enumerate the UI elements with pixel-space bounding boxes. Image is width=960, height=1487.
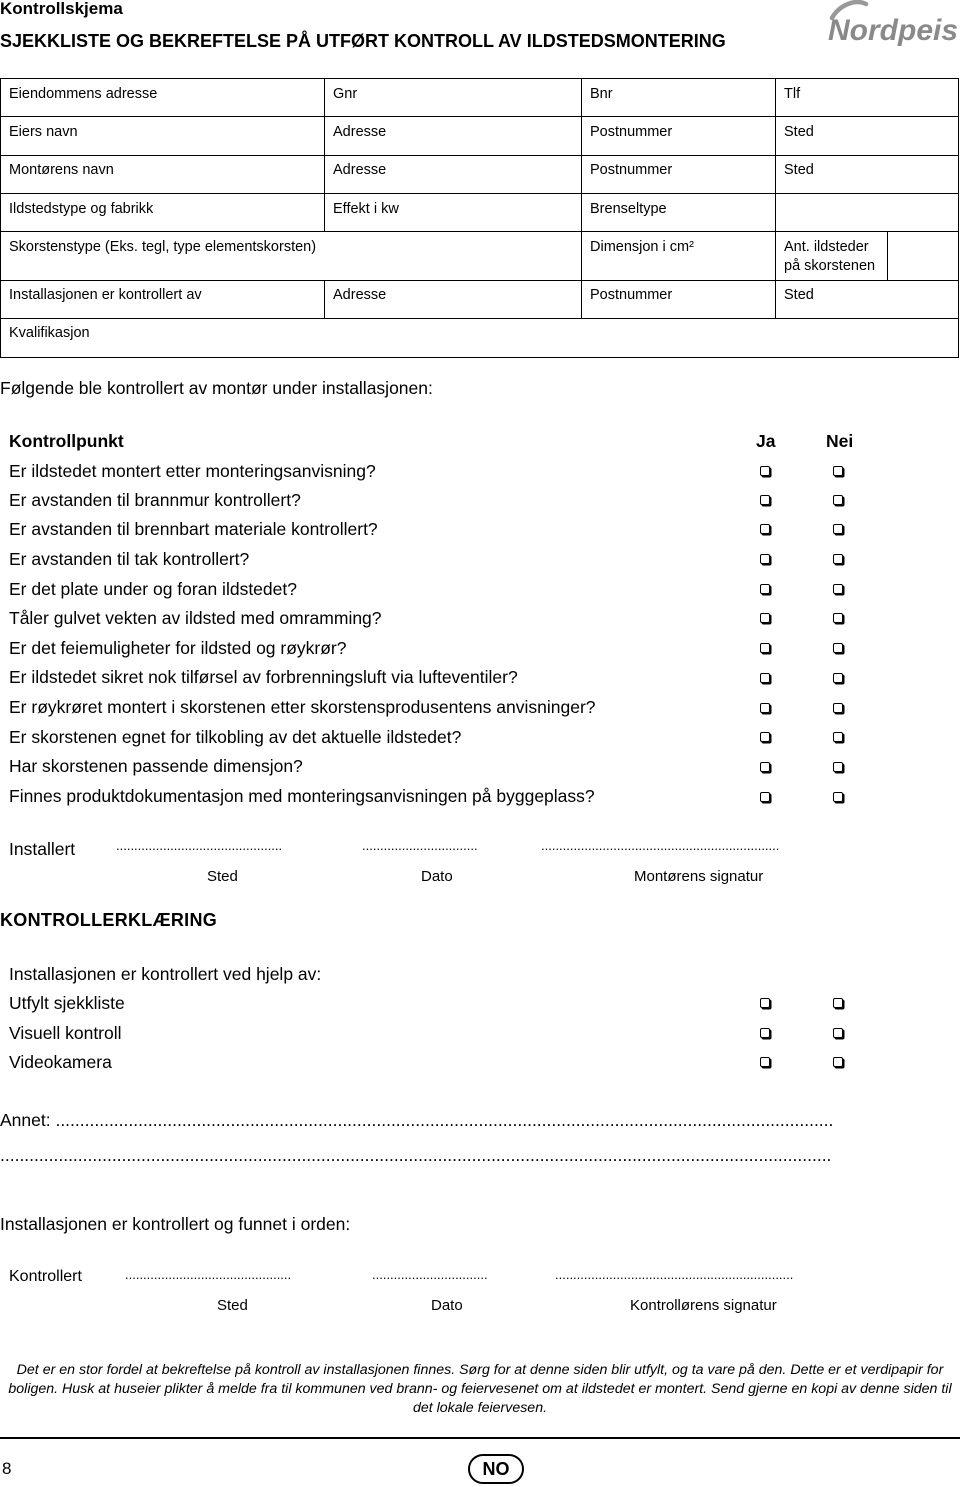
method-checkbox[interactable] [760, 998, 770, 1008]
yes-checkbox[interactable] [760, 643, 770, 653]
dimension-label: Dimensjon i cm² [590, 239, 694, 255]
checklist-intro: Følgende ble kontrollert av montør under installasjonen: [0, 378, 433, 398]
yes-checkbox[interactable] [760, 554, 770, 564]
controlled-date-field[interactable]: ................................ [372, 1267, 488, 1282]
controlled-date-caption: Dato [431, 1297, 463, 1314]
controlled-label: Kontrollert [9, 1268, 82, 1285]
checklist-item: Er avstanden til brennbart materiale kontrollert? [9, 519, 378, 539]
no-checkbox[interactable] [833, 732, 843, 742]
inspector-postcode-label: Postnummer [590, 287, 673, 303]
installer-name-label: Montørens navn [9, 162, 114, 178]
yes-checkbox[interactable] [760, 495, 770, 505]
method-checkbox[interactable] [833, 1028, 843, 1038]
inspected-by-label: Installasjonen er kontrollert av [9, 287, 202, 303]
owner-place-label: Sted [784, 124, 814, 140]
checklist-item: Er ildstedet montert etter monteringsanvisning? [9, 461, 376, 481]
inspector-place-label: Sted [784, 287, 814, 303]
checklist-item: Tåler gulvet vekten av ildsted med omramming? [9, 608, 382, 628]
method-item: Videokamera [9, 1052, 112, 1072]
owner-name-label: Eiers navn [9, 124, 78, 140]
nordpeis-logo [826, 0, 960, 46]
no-checkbox[interactable] [833, 466, 843, 476]
controlled-signature-caption: Kontrollørens signatur [630, 1297, 777, 1314]
stove-type-label: Ildstedstype og fabrikk [9, 201, 154, 217]
yes-checkbox[interactable] [760, 584, 770, 594]
logo-wordmark: Nordpeis [828, 14, 959, 46]
inspector-address-label: Adresse [333, 287, 387, 303]
stove-count-label-line1: Ant. ildsteder [784, 239, 869, 255]
checkpoint-header: Kontrollpunkt [9, 431, 124, 451]
yes-checkbox[interactable] [760, 703, 770, 713]
owner-street-label: Adresse [333, 124, 387, 140]
no-checkbox[interactable] [833, 495, 843, 505]
method-checkbox[interactable] [833, 1057, 843, 1067]
method-item: Visuell kontroll [9, 1023, 122, 1043]
installed-signature-field[interactable]: .................................................................. [541, 838, 780, 853]
yes-checkbox[interactable] [760, 524, 770, 534]
declaration-intro: Installasjonen er kontrollert ved hjelp av: [9, 964, 322, 984]
phone-label: Tlf [784, 86, 801, 102]
stove-count-label-line2: på skorstenen [784, 258, 876, 274]
gnr-label: Gnr [333, 86, 358, 102]
method-item: Utfylt sjekkliste [9, 993, 125, 1013]
footer-divider [0, 1437, 960, 1439]
controlled-place-caption: Sted [217, 1297, 248, 1314]
checklist-item: Har skorstenen passende dimensjon? [9, 756, 303, 776]
yes-checkbox[interactable] [760, 762, 770, 772]
method-checkbox[interactable] [833, 998, 843, 1008]
qualification-label: Kvalifikasjon [9, 325, 90, 341]
no-checkbox[interactable] [833, 673, 843, 683]
info-note: Det er en stor fordel at bekreftelse på kontroll av installasjonen finnes. Sørg for at denne siden blir utfylt, og ta vare på den. Dette er et verdipapir for boligen. Husk at huseier plikter å melde fra til kommunen ved brann- og feiervesenet om at ildstedet er montert. Send gjerne en kopi av denne siden til det lokale feiervesen. [8, 1362, 952, 1416]
owner-postcode-label: Postnummer [590, 124, 673, 140]
method-checkbox[interactable] [760, 1028, 770, 1038]
checklist-item: Finnes produktdokumentasjon med monteringsanvisningen på byggeplass? [9, 786, 595, 806]
yes-checkbox[interactable] [760, 732, 770, 742]
no-header: Nei [826, 431, 854, 451]
method-checkbox[interactable] [760, 1057, 770, 1067]
installed-date-field[interactable]: ................................ [362, 838, 478, 853]
checklist-item: Er avstanden til brannmur kontrollert? [9, 490, 301, 510]
checklist-item: Er røykrøret montert i skorstenen etter skorstensprodusentens anvisninger? [9, 697, 596, 717]
installer-address-label: Adresse [333, 162, 387, 178]
checklist-item: Er skorstenen egnet for tilkobling av det aktuelle ildstedet? [9, 727, 462, 747]
no-checkbox[interactable] [833, 643, 843, 653]
owner-address-label: Eiendommens adresse [9, 86, 158, 102]
document-subtitle: SJEKKLISTE OG BEKREFTELSE PÅ UTFØRT KONTROLL AV ILDSTEDSMONTERING [0, 31, 726, 51]
yes-checkbox[interactable] [760, 673, 770, 683]
document-title: Kontrollskjema [0, 0, 123, 18]
controlled-signature-field[interactable]: .................................................................. [555, 1267, 794, 1282]
no-checkbox[interactable] [833, 762, 843, 772]
property-info-table [0, 78, 959, 358]
other-field[interactable]: Annet: ................................................................................................................................................................ [0, 1110, 834, 1130]
fuel-type-label: Brenseltype [590, 201, 667, 217]
bnr-label: Bnr [590, 86, 613, 102]
checklist-item: Er avstanden til tak kontrollert? [9, 549, 250, 569]
yes-checkbox[interactable] [760, 466, 770, 476]
no-checkbox[interactable] [833, 524, 843, 534]
no-checkbox[interactable] [833, 792, 843, 802]
no-checkbox[interactable] [833, 703, 843, 713]
no-checkbox[interactable] [833, 584, 843, 594]
other-field-line2[interactable]: ........................................................................................................................................................................... [0, 1145, 832, 1165]
language-badge: NO [468, 1454, 524, 1484]
no-checkbox[interactable] [833, 554, 843, 564]
yes-checkbox[interactable] [760, 792, 770, 802]
installed-label: Installert [9, 839, 76, 859]
installer-postcode-label: Postnummer [590, 162, 673, 178]
yes-header: Ja [756, 431, 776, 451]
installed-date-caption: Dato [421, 868, 453, 885]
installer-place-label: Sted [784, 162, 814, 178]
power-label: Effekt i kw [333, 201, 399, 217]
installed-place-field[interactable]: .............................................. [116, 838, 283, 853]
chimney-type-label: Skorstenstype (Eks. tegl, type elementskorsten) [9, 239, 317, 255]
declaration-title: KONTROLLERKLÆRING [0, 910, 218, 930]
checklist-item: Er det plate under og foran ildstedet? [9, 579, 297, 599]
approved-statement: Installasjonen er kontrollert og funnet i orden: [0, 1214, 351, 1234]
page-number: 8 [2, 1459, 12, 1478]
installed-place-caption: Sted [207, 868, 238, 885]
checklist-item: Er det feiemuligheter for ildsted og røykrør? [9, 638, 347, 658]
yes-checkbox[interactable] [760, 613, 770, 623]
installed-signature-caption: Montørens signatur [634, 868, 764, 885]
controlled-place-field[interactable]: .............................................. [125, 1267, 292, 1282]
checklist-item: Er ildstedet sikret nok tilførsel av forbrenningsluft via lufteventiler? [9, 667, 518, 687]
no-checkbox[interactable] [833, 613, 843, 623]
